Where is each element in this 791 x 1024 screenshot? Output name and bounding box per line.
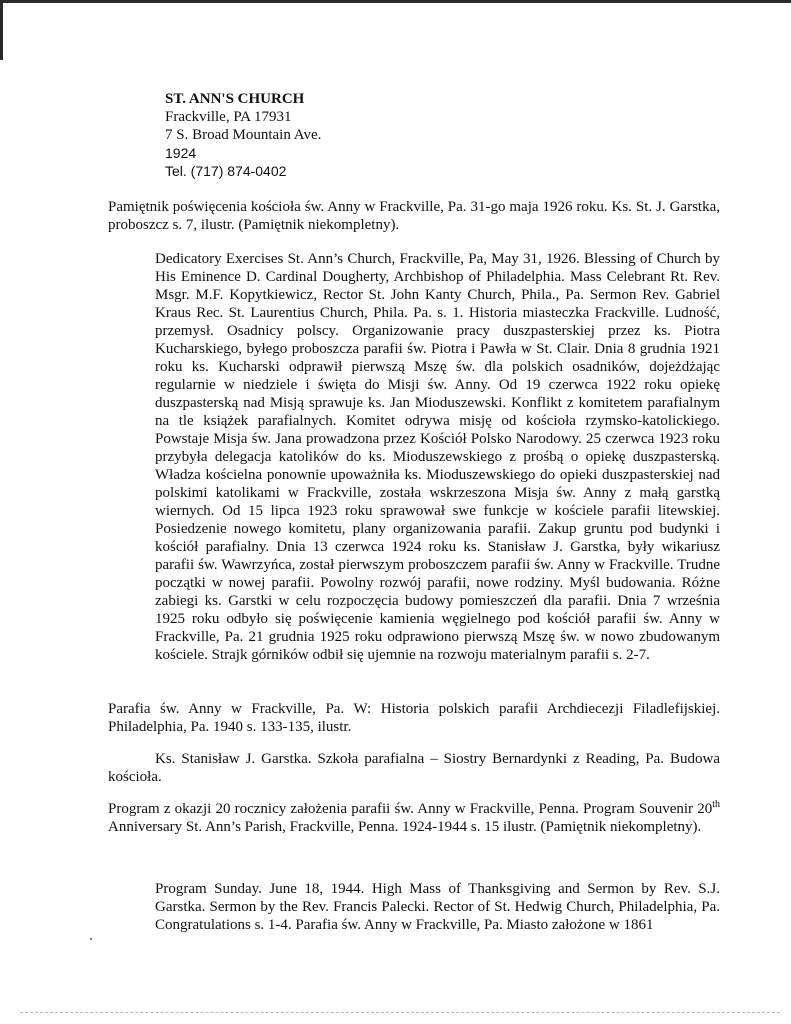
entry-historia-parafii: Parafia św. Anny w Frackville, Pa. W: Historia polskich parafii Archdiecezji Filadlefijskiej. Philadelphia, Pa. 1940 s. 133-135, ilustr. bbox=[108, 701, 720, 735]
program-text-start: Program z okazji 20 rocznicy założenia parafii św. Anny w Frackville, Penna. Program Souvenir 20 bbox=[108, 801, 713, 817]
entry-pamietnik-1926: Pamiętnik poświęcenia kościoła św. Anny w Frackville, Pa. 31-go maja 1926 roku. Ks. St. J. Garstka, proboszcz s. 7, ilustr. (Pamiętnik niekompletny). bbox=[108, 199, 720, 233]
ordinal-suffix: th bbox=[712, 799, 720, 810]
scan-edge-left bbox=[0, 0, 3, 60]
entry-program-sunday-1944: Program Sunday. June 18, 1944. High Mass of Thanksgiving and Sermon by Rev. S.J. Garstka. Sermon by the Rev. Francis Palecki. Rector of St. Hedwig Church, Philadelphia, Pa. Congratulations s. 1-4. Parafia św. Anny w Frackville, Pa. Miasto założone w 1861 bbox=[155, 881, 720, 933]
program-text-end: Anniversary St. Ann’s Parish, Frackville, Penna. 1924-1944 s. 15 ilustr. (Pamiętnik niekompletny). bbox=[108, 819, 702, 835]
city-line: Frackville, PA 17931 bbox=[165, 109, 292, 125]
scan-speck bbox=[90, 938, 92, 940]
entry-program-20-rocznicy bbox=[108, 800, 720, 836]
entry-dedicatory-exercises: Dedicatory Exercises St. Ann’s Church, Frackville, Pa, May 31, 1926. Blessing of Church by His Eminence D. Cardinal Dougherty, Archbishop of Philadelphia. Mass Celebrant Rt. Rev. Msgr. M.F. Kopytkiewicz, Rector St. John Kanty Church, Phila., Pa. Sermon Rev. Gabriel Kraus Rec. St. Laurentius Church, Phila. Pa. s. 1. Historia miasteczka Frackville. Ludność, przemysł. Osadnicy polscy. Organizowanie pracy duszpasterskiej przez ks. Piotra Kucharskiego, byłego proboszcza parafii św. Piotra i Pawła w St. Clair. Dnia 8 grudnia 1921 roku ks. Kucharski odprawił pierwszą Mszę św. dla polskich osadników, dojeżdżając regularnie w niedziele i święta do Misji św. Anny. Od 19 czerwca 1922 roku opiekę duszpasterską nad Misją sprawuje ks. Jan Mioduszewski. Konflikt z komitetem parafialnym na tle książek parafialnych. Komitet odrywa misję od kościoła rzymsko-katolickiego. Powstaje Misja św. Jana prowadzona przez Kościół Polsko Narodowy. 25 czerwca 1923 roku przybyła delegacja katolików do ks. Mioduszewskiego z prośbą o opiekę duszpasterską. Władza kościelna ponownie upoważniła ks. Mioduszewskiego do opieki duszpasterskiej nad polskimi katolikami w Frackville, została wskrzeszona Misja św. Anny z małą garstką wiernych. Od 15 lipca 1923 roku sprawował swe funkcje w kościele parafii litewskiej. Posiedzenie nowego komitetu, plany organizowania parafii. Zakup gruntu pod budynki i kościół parafialny. Dnia 13 czerwca 1924 roku ks. Stanisław J. Garstka, były wikariusz parafii św. Wawrzyńca, został pierwszym proboszczem parafii św. Anny w Frackville. Trudne początki w nowej parafii. Powolny rozwój parafii, nowe rodziny. Myśl budowania. Różne zabiegi ks. Garstki w celu rozpoczęcia budowy pomieszczeń dla parafii. Dnia 7 września 1925 roku odbyło się poświęcenie kamienia węgielnego pod kościół parafii św. Anny w Frackville, Pa. 21 grudnia 1925 roku odprawiono pierwszą Mszę św. w nowo zbudowanym kościele. Strajk górników odbił się ujemnie na rozwoju materialnym parafii s. 2-7. bbox=[155, 251, 720, 663]
scan-edge-bottom bbox=[20, 1012, 780, 1013]
church-name: ST. ANN'S CHURCH bbox=[165, 91, 305, 107]
entry-szkola-parafialna: Ks. Stanisław J. Garstka. Szkoła parafialna – Siostry Bernardynki z Reading, Pa. Budowa kościoła. bbox=[108, 751, 720, 785]
scan-edge-top bbox=[0, 0, 791, 3]
street-address: 7 S. Broad Mountain Ave. bbox=[165, 127, 322, 143]
church-header bbox=[165, 90, 321, 180]
phone-number: Tel. (717) 874-0402 bbox=[165, 163, 287, 179]
founding-year: 1924 bbox=[165, 145, 197, 161]
